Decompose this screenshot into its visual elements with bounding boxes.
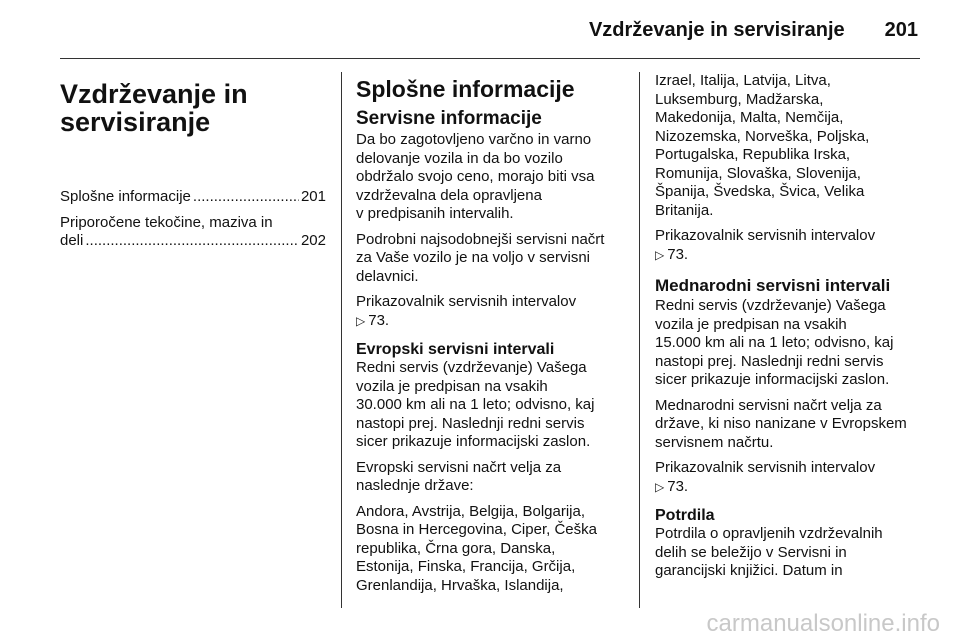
confirmations-heading: Potrdila — [655, 507, 715, 524]
page-ref-icon: ▷ — [655, 247, 665, 262]
page-ref-icon: ▷ — [356, 313, 366, 328]
content-column-2 — [356, 72, 624, 602]
section-heading: Splošne informacije — [356, 76, 575, 102]
column-divider-2 — [639, 72, 640, 608]
europe-countries-continued: Izrael, Italija, Latvija, Litva, Luksemburg, Madžarska, Makedonija, Malta, Nemčija, Nizozemska, Norveška, Poljska, Portugalska, Republika Irska, Romunija, Slovaška, Slovenija, Španija, Švedska, Švica, Velika Britanija. — [655, 72, 870, 219]
intl-intervals-heading: Mednarodni servisni intervali — [655, 276, 891, 295]
service-paragraph-1: Da bo zagotovljeno varčno in varno delovanje vozila in da bo vozilo obdržalo svojo ceno, morajo biti vsa vzdrževalna dela opravljena v predpisanih intervalih. — [356, 131, 595, 222]
service-paragraph-2: Podrobni najsodobnejši servisni načrt za Vaše vozilo je na voljo v servisni delavnici. — [356, 230, 605, 285]
europe-paragraph-2: Evropski servisni načrt velja za naslednje države: — [356, 458, 562, 494]
chapter-title: Vzdrževanje in servisiranje — [60, 79, 248, 137]
service-info-heading: Servisne informacije — [356, 108, 542, 129]
europe-paragraph-1: Redni servis (vzdrževanje) Vašega vozila je predpisan na vsakih 30.000 km ali na 1 leto; odvisno, kaj nastopi prej. Naslednji redni servis sicer prikazuje informacijski zaslon. — [356, 359, 595, 450]
running-title: Vzdrževanje in servisiranje — [588, 18, 845, 41]
watermark: carmanualsonline.info — [706, 610, 940, 637]
cross-reference-2[interactable]: Prikazovalnik servisnih intervalov ▷ 73. — [655, 227, 876, 263]
cross-reference-3[interactable]: Prikazovalnik servisnih intervalov ▷ 73. — [655, 459, 876, 495]
page-number: 201 — [884, 18, 918, 41]
page-header — [589, 10, 918, 50]
page-ref-icon: ▷ — [655, 479, 665, 494]
toc-entry-fluids[interactable]: deli ..... 202 — [60, 232, 326, 251]
europe-countries: Andora, Avstrija, Belgija, Bolgarija, Bosna in Hercegovina, Ciper, Češka republika, Črna gora, Danska, Estonija, Finska, Francija, Grčija, Grenlandija, Hrvaška, Islandija, — [356, 502, 597, 594]
cross-reference[interactable]: Prikazovalnik servisnih intervalov ▷ 73. — [356, 293, 577, 329]
toc-entry-fluids-line1[interactable]: Priporočene tekočine, maziva in — [60, 213, 273, 231]
toc-entry-general[interactable]: Splošne informacije ..... 201 — [60, 188, 326, 207]
intl-paragraph-1: Redni servis (vzdrževanje) Vašega vozila je predpisan na vsakih 15.000 km ali na 1 leto; odvisno, kaj nastopi prej. Naslednji redni servis sicer prikazuje informacijski zaslon. — [655, 297, 894, 388]
column-divider-1 — [341, 72, 342, 608]
europe-intervals-heading: Evropski servisni intervali — [356, 341, 555, 358]
content-column-3 — [655, 72, 930, 588]
intl-paragraph-2: Mednarodni servisni načrt velja za države, ki niso nanizane v Evropskem servisnem načrtu. — [655, 396, 907, 451]
chapter-column — [60, 72, 326, 258]
confirmations-paragraph: Potrdila o opravljenih vzdrževalnih delih se beležijo v Servisni in garancijski knjižici. Datum in — [655, 525, 883, 579]
header-rule — [60, 58, 920, 59]
